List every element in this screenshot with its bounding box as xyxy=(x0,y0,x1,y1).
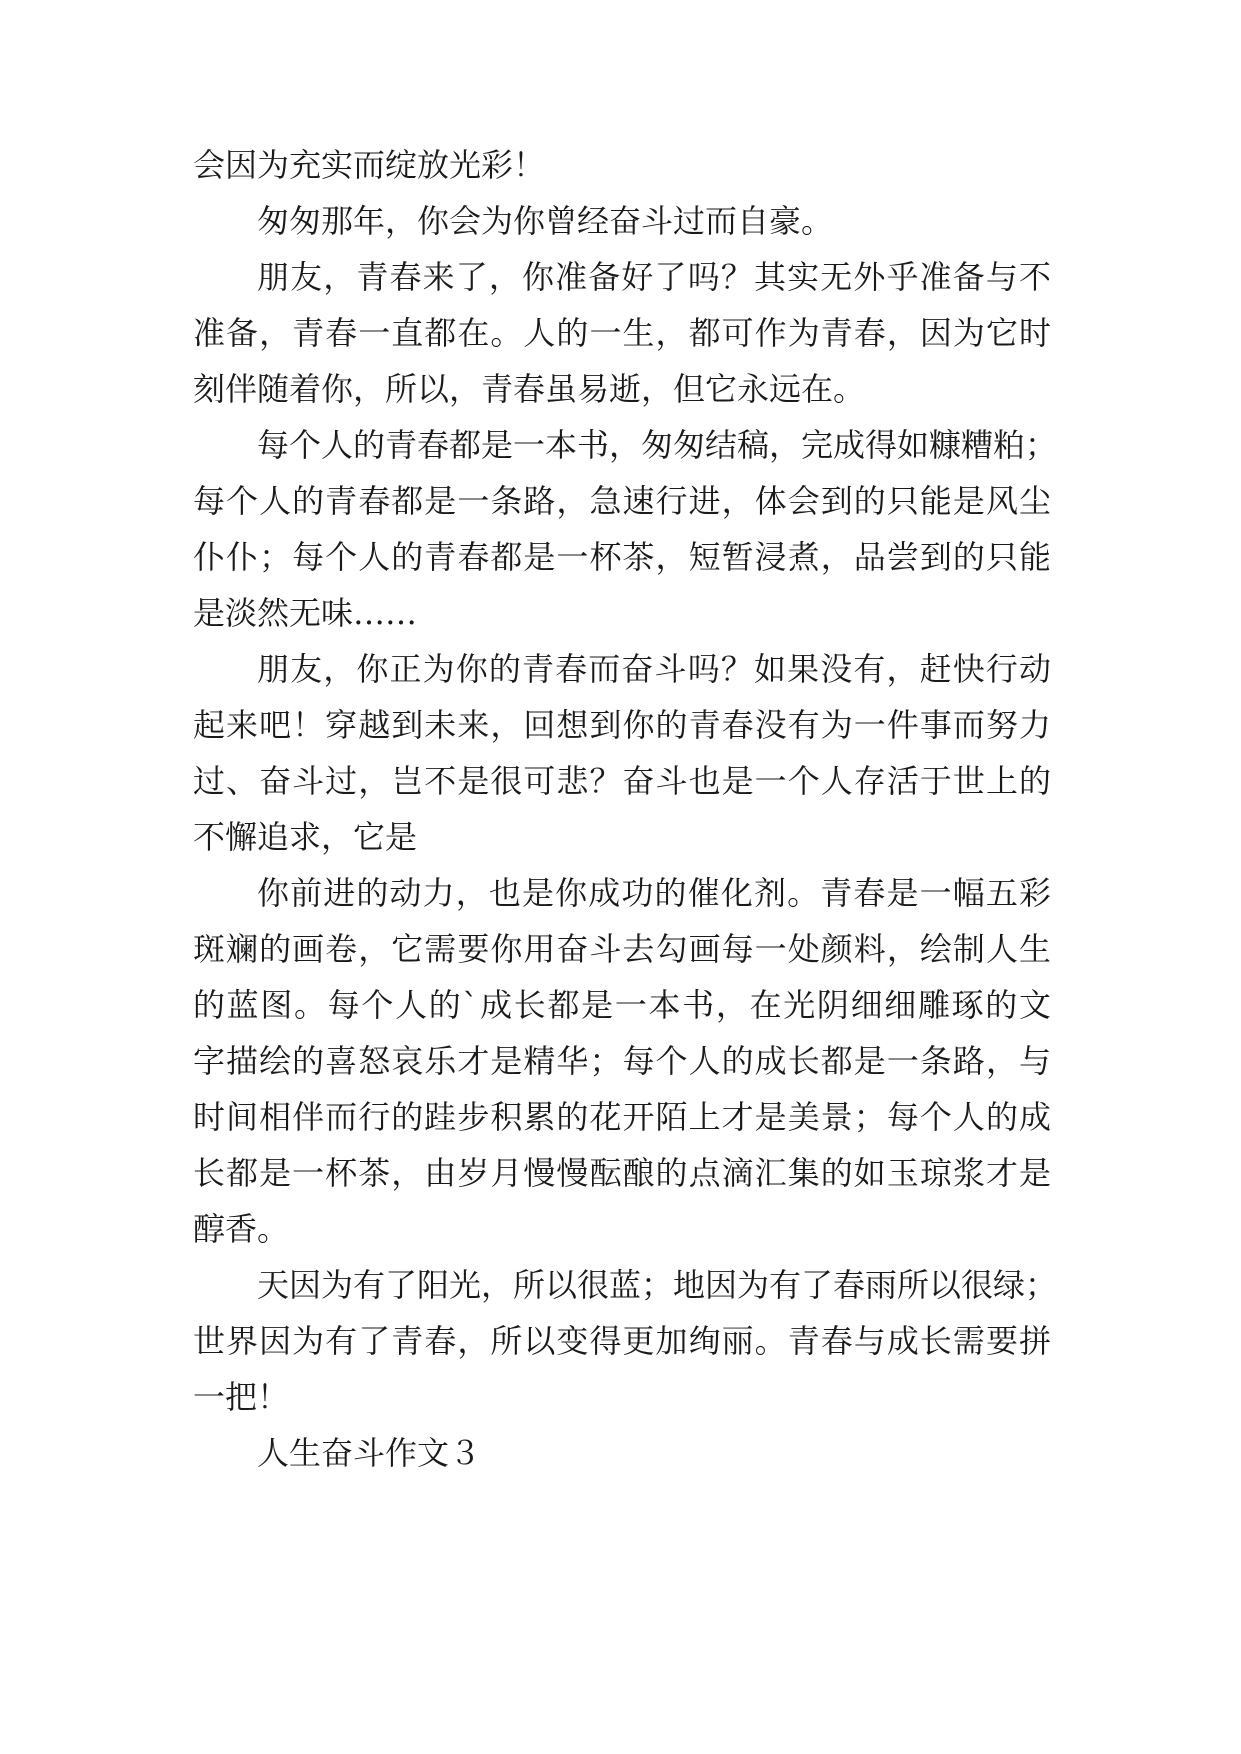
text-line: 字描绘的喜怒哀乐才是精华；每个人的成长都是一条路，与 xyxy=(193,1042,1051,1080)
text-line: 世界因为有了青春，所以变得更加绚丽。青春与成长需要拼 xyxy=(193,1322,1051,1360)
text-line: 是淡然无味…… xyxy=(193,594,418,632)
text-line: 斑斓的画卷，它需要你用奋斗去勾画每一处颜料，绘制人生 xyxy=(193,930,1051,968)
text-line: 天因为有了阳光，所以很蓝；地因为有了春雨所以很绿； xyxy=(257,1266,1058,1304)
text-line: 会因为充实而绽放光彩！ xyxy=(193,146,546,184)
text-line: 你前进的动力，也是你成功的催化剂。青春是一幅五彩 xyxy=(257,874,1051,912)
text-line: 朋友，你正为你的青春而奋斗吗？如果没有，赶快行动 xyxy=(257,650,1051,688)
text-line: 朋友，青春来了，你准备好了吗？其实无外乎准备与不 xyxy=(257,258,1051,296)
text-line: 长都是一杯茶，由岁月慢慢酝酿的点滴汇集的如玉琼浆才是 xyxy=(193,1154,1051,1192)
text-line: 时间相伴而行的跬步积累的花开陌上才是美景；每个人的成 xyxy=(193,1098,1051,1136)
text-line: 每个人的青春都是一条路，急速行进，体会到的只能是风尘 xyxy=(193,482,1051,520)
text-line: 起来吧！穿越到未来，回想到你的青春没有为一件事而努力 xyxy=(193,706,1051,744)
text-line: 匆匆那年，你会为你曾经奋斗过而自豪。 xyxy=(257,202,834,240)
text-line: 仆仆；每个人的青春都是一杯茶，短暂浸煮，品尝到的只能 xyxy=(193,538,1051,576)
text-line: 不懈追求，它是 xyxy=(193,818,418,856)
text-line: 一把！ xyxy=(193,1378,290,1416)
text-line: 的蓝图。每个人的`成长都是一本书，在光阴细细雕琢的文 xyxy=(193,986,1051,1024)
text-line: 每个人的青春都是一本书，匆匆结稿，完成得如糠糟粕； xyxy=(257,426,1058,464)
section-title: 人生奋斗作文３ xyxy=(257,1434,482,1472)
text-line: 刻伴随着你，所以，青春虽易逝，但它永远在。 xyxy=(193,370,866,408)
text-line: 过、奋斗过，岂不是很可悲？奋斗也是一个人存活于世上的 xyxy=(193,762,1051,800)
text-line: 醇香。 xyxy=(193,1210,290,1248)
text-line: 准备，青春一直都在。人的一生，都可作为青春，因为它时 xyxy=(193,314,1051,352)
